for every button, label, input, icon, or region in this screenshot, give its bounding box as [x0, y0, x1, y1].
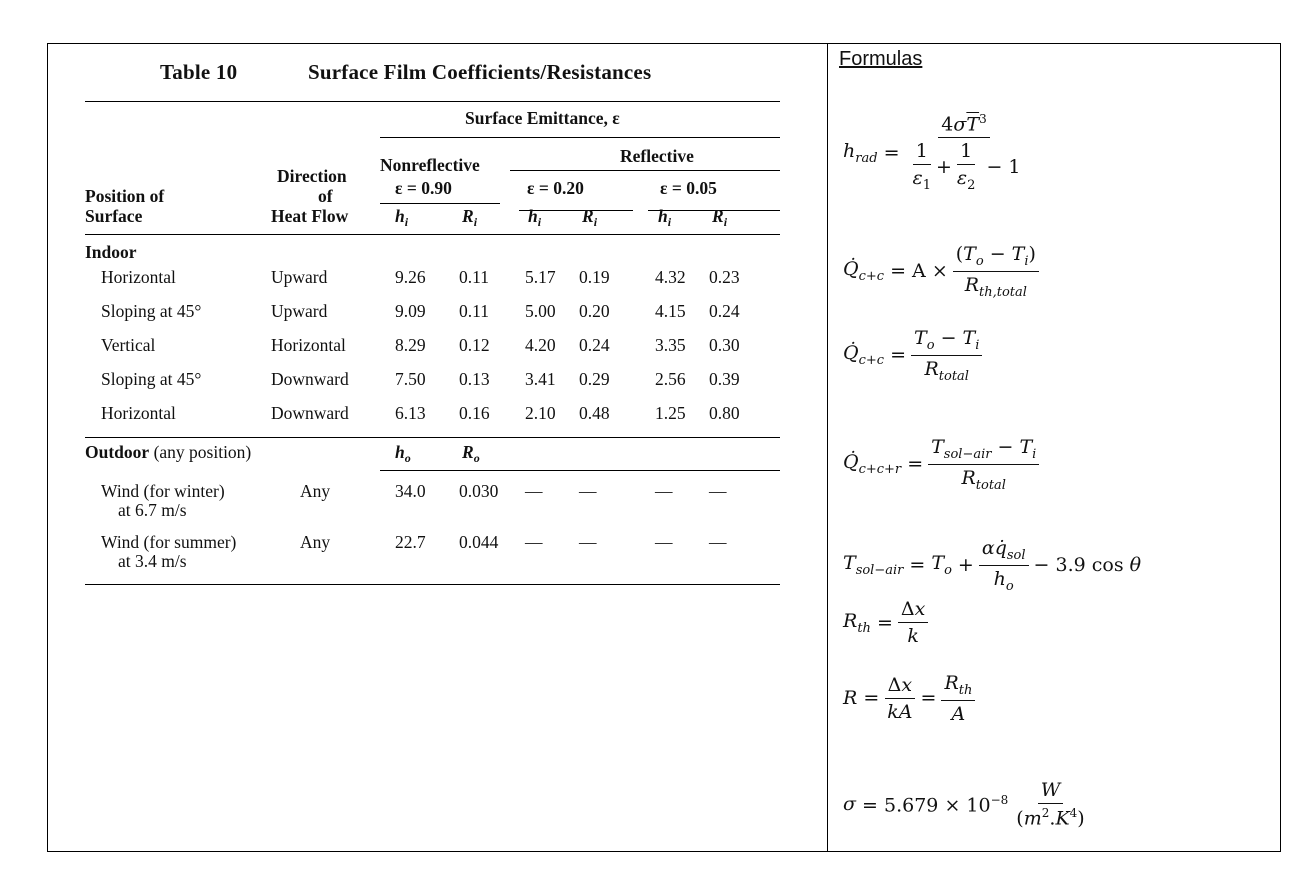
row-value: 0.24	[579, 335, 610, 355]
col-h-2: $h_i$	[528, 206, 542, 229]
row-value: 6.13	[395, 403, 426, 423]
header-bottom-rule	[85, 234, 780, 235]
row-value: 4.15	[655, 301, 686, 321]
row-position: Sloping at 45°	[101, 301, 202, 321]
row-value: 0.044	[459, 532, 499, 552]
row-value: 3.35	[655, 335, 686, 355]
formula-q-cc-total: $Q̇_{c+c}$ = $\frac{T_o - T_i}{R_{total}}$	[843, 327, 987, 384]
row-position: Vertical	[101, 335, 156, 355]
col-h-outdoor: $h_o$	[395, 442, 411, 465]
formula-r-th: $R_{th}$ = $\frac{\Delta x}{k}$	[843, 598, 933, 647]
column-divider	[827, 43, 828, 852]
col-r-3: $R_i$	[712, 206, 728, 229]
header-direction-1: Direction	[277, 166, 347, 186]
indoor-label: Indoor	[85, 242, 137, 262]
row-value: 0.39	[709, 369, 740, 389]
formula-r: R = $\frac{\Delta x}{kA}$ = $\frac{R_{th}}{A}$	[843, 672, 980, 725]
row-value: —	[709, 532, 727, 552]
row-value: 4.32	[655, 267, 686, 287]
header-eps-090: ε = 0.90	[395, 178, 452, 198]
table-top-rule	[85, 101, 780, 102]
row-value: —	[579, 481, 597, 501]
row-direction: Downward	[271, 369, 349, 389]
row-value: 0.24	[709, 301, 740, 321]
row-position: Wind (for winter)	[101, 481, 225, 501]
row-value: 4.20	[525, 335, 556, 355]
formula-h-rad: $h_{rad}$ = $4\sigma\overline{T}^3$ $\frac{1}{\varepsilon_1}$ + $\frac{1}{\varepsilon_2}$ − 1	[843, 112, 1021, 194]
row-value: —	[579, 532, 597, 552]
row-value: 2.10	[525, 403, 556, 423]
header-nonreflective-tail	[510, 170, 520, 171]
row-value: 0.23	[709, 267, 740, 287]
row-value: 3.41	[525, 369, 556, 389]
row-value: 0.13	[459, 369, 490, 389]
col-r-2: $R_i$	[582, 206, 598, 229]
header-position-2: Surface	[85, 206, 143, 226]
row-value: 0.20	[579, 301, 610, 321]
row-value: 22.7	[395, 532, 426, 552]
header-nonreflective: Nonreflective	[380, 155, 480, 175]
row-value: 0.80	[709, 403, 740, 423]
row-value: —	[709, 481, 727, 501]
col-h-1: $h_i$	[395, 206, 409, 229]
table-caption: Surface Film Coefficients/Resistances	[308, 60, 652, 84]
outdoor-label: Outdoor (any position)	[85, 442, 252, 462]
formulas-heading: Formulas	[839, 48, 923, 70]
row-position: Sloping at 45°	[101, 369, 202, 389]
header-reflective: Reflective	[620, 146, 694, 166]
row-position: Horizontal	[101, 403, 176, 423]
row-value: 5.00	[525, 301, 556, 321]
header-eps-005: ε = 0.05	[660, 178, 717, 198]
row-value: 9.09	[395, 301, 426, 321]
header-direction-2: of	[318, 186, 333, 206]
row-value: 0.48	[579, 403, 610, 423]
row-direction: Horizontal	[271, 335, 346, 355]
row-value: 0.11	[459, 301, 489, 321]
col-r-outdoor: $R_o$	[462, 442, 480, 465]
row-value: 0.19	[579, 267, 610, 287]
row-value: 0.30	[709, 335, 740, 355]
row-value: 5.17	[525, 267, 556, 287]
table-number: Table 10	[160, 60, 238, 84]
row-position-sub: at 6.7 m/s	[118, 500, 187, 520]
row-value: 0.030	[459, 481, 499, 501]
row-value: 0.11	[459, 267, 489, 287]
col-h-3: $h_i$	[658, 206, 672, 229]
header-surface-emittance: Surface Emittance, ε	[465, 108, 620, 128]
row-direction: Upward	[271, 301, 328, 321]
header-position-1: Position of	[85, 186, 165, 206]
header-rule-a	[380, 203, 500, 204]
formula-q-ccr: $Q̇_{c+c+r}$ = $\frac{T_{sol-air} - T_i}{R_{total}}$	[843, 436, 1044, 493]
row-position: Wind (for summer)	[101, 532, 237, 552]
indoor-bottom-rule	[85, 437, 780, 438]
formula-sol-air: $T_{sol-air}$ = $T_o$ + $\frac{\alpha q̇_{sol}}{h_o}$ − 3.9 cos θ	[843, 537, 1142, 594]
row-value: —	[525, 481, 543, 501]
row-direction: Upward	[271, 267, 328, 287]
row-position: Horizontal	[101, 267, 176, 287]
header-rule-1	[380, 137, 780, 138]
row-value: 2.56	[655, 369, 686, 389]
row-direction: Any	[300, 481, 331, 501]
row-value: 9.26	[395, 267, 426, 287]
row-value: 8.29	[395, 335, 426, 355]
row-value: —	[655, 481, 673, 501]
header-rule-reflective	[520, 170, 780, 171]
header-eps-020: ε = 0.20	[527, 178, 584, 198]
row-value: 0.16	[459, 403, 490, 423]
row-value: 34.0	[395, 481, 426, 501]
row-direction: Downward	[271, 403, 349, 423]
row-value: —	[655, 532, 673, 552]
row-value: 0.29	[579, 369, 610, 389]
col-r-1: $R_i$	[462, 206, 478, 229]
row-direction: Any	[300, 532, 331, 552]
row-position-sub: at 3.4 m/s	[118, 551, 187, 571]
row-value: —	[525, 532, 543, 552]
formula-q-cc-area: $Q̇_{c+c}$ = A × $\frac{(T_o - T_i)}{R_{th,total}}$	[843, 243, 1044, 300]
row-value: 1.25	[655, 403, 686, 423]
outdoor-header-rule	[380, 470, 780, 471]
formula-sigma: σ = $5.679 \times 10^{-8}$ $\frac{W}{(m^2.K^4)}$	[843, 779, 1085, 830]
row-value: 0.12	[459, 335, 490, 355]
header-direction-3: Heat Flow	[271, 206, 349, 226]
row-value: 7.50	[395, 369, 426, 389]
table-bottom-rule	[85, 584, 780, 585]
